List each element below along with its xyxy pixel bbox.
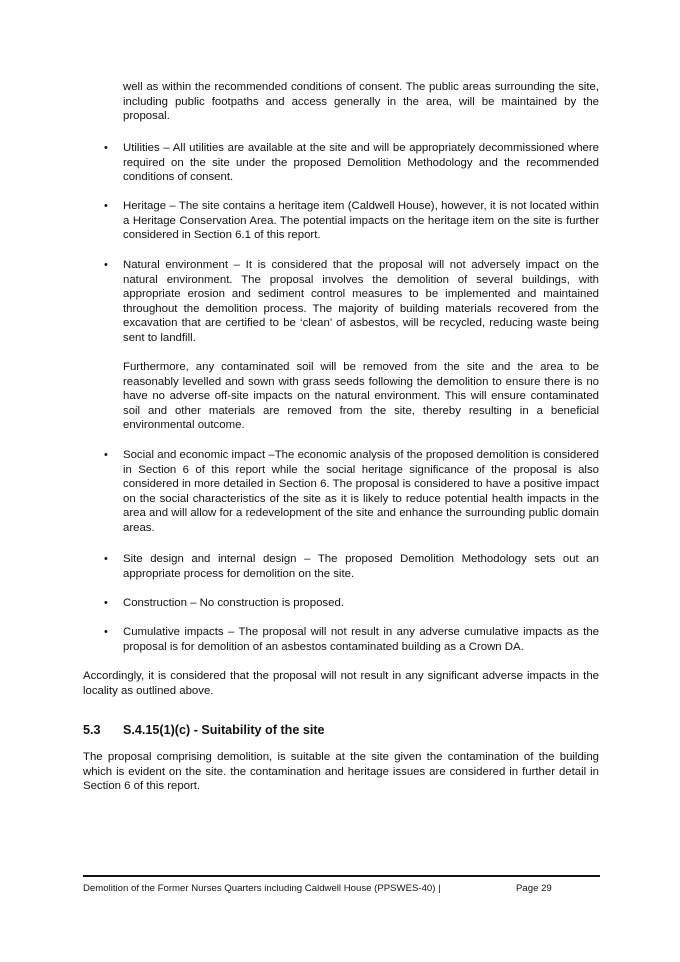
bullet-marker: •: [104, 259, 108, 271]
bullet-site-design: Site design and internal design – The proposed Demolition Methodology sets out an appropriate process for demolition on the site.: [123, 553, 599, 580]
conclusion-paragraph: Accordingly, it is considered that the proposal will not result in any significant adverse impacts in the locality as outlined above.: [83, 670, 599, 697]
footer-divider: [83, 875, 600, 877]
bullet-marker: •: [104, 200, 108, 212]
footer-document-title: Demolition of the Former Nurses Quarters including Caldwell House (PPSWES-40) |: [83, 883, 441, 894]
bullet-natural-environment: Natural environment – It is considered that the proposal will not adversely impact on the natural environment. The proposal involves the demolition of several buildings, with appropriate erosion and sediment control measures to be implemented and maintained throughout the demolition process. The majority of building materials recovered from the excavation that are certified to be ‘clean’ of asbestos, will be recycled, reducing waste being sent to landfill.: [123, 259, 599, 344]
bullet-construction: Construction – No construction is proposed.: [123, 597, 344, 609]
section-body: The proposal comprising demolition, is suitable at the site given the contamination of the building which is evident on the site. the contamination and heritage issues are considered in further detail in Section 6 of this report.: [83, 751, 599, 793]
bullet-marker: •: [104, 142, 108, 154]
section-title: S.4.15(1)(c) - Suitability of the site: [123, 723, 325, 737]
bullet-marker: •: [104, 449, 108, 461]
footer-page-number: Page 29: [516, 883, 552, 894]
continued-paragraph: well as within the recommended conditions of consent. The public areas surrounding the site, including public footpaths and access generally in the area, will be maintained by the proposal.: [123, 81, 599, 123]
bullet-cumulative-impacts: Cumulative impacts – The proposal will not result in any adverse cumulative impacts as the proposal is for demolition of an asbestos contaminated building as a Crown DA.: [123, 626, 599, 653]
bullet-heritage: Heritage – The site contains a heritage item (Caldwell House), however, it is not located within a Heritage Conservation Area. The potential impacts on the heritage item on the site is further considered in Section 6.1 of this report.: [123, 200, 599, 242]
bullet-natural-environment-continuation: Furthermore, any contaminated soil will be removed from the site and the area to be reasonably levelled and sown with grass seeds following the demolition to ensure there is no have no adverse off-site impacts on the natural environment. This will ensure contaminated soil and other materials are removed from the site, thereby resulting in a beneficial environmental outcome.: [123, 361, 599, 432]
bullet-utilities: Utilities – All utilities are available at the site and will be appropriately decommissioned where required on the site under the proposed Demolition Methodology and the recommended conditions of consent.: [123, 142, 599, 184]
bullet-marker: •: [104, 626, 108, 638]
bullet-social-economic: Social and economic impact –The economic analysis of the proposed demolition is considered in Section 6 of this report while the social heritage significance of the proposal is also considered in more detailed in Section 6. The proposal is considered to have a positive impact on the social characteristics of the site as it is likely to reduce potential health impacts in the area and will allow for a redevelopment of the site and enhance the surrounding public domain areas.: [123, 449, 599, 534]
bullet-marker: •: [104, 553, 108, 565]
bullet-marker: •: [104, 597, 108, 609]
section-number: 5.3: [83, 723, 101, 737]
